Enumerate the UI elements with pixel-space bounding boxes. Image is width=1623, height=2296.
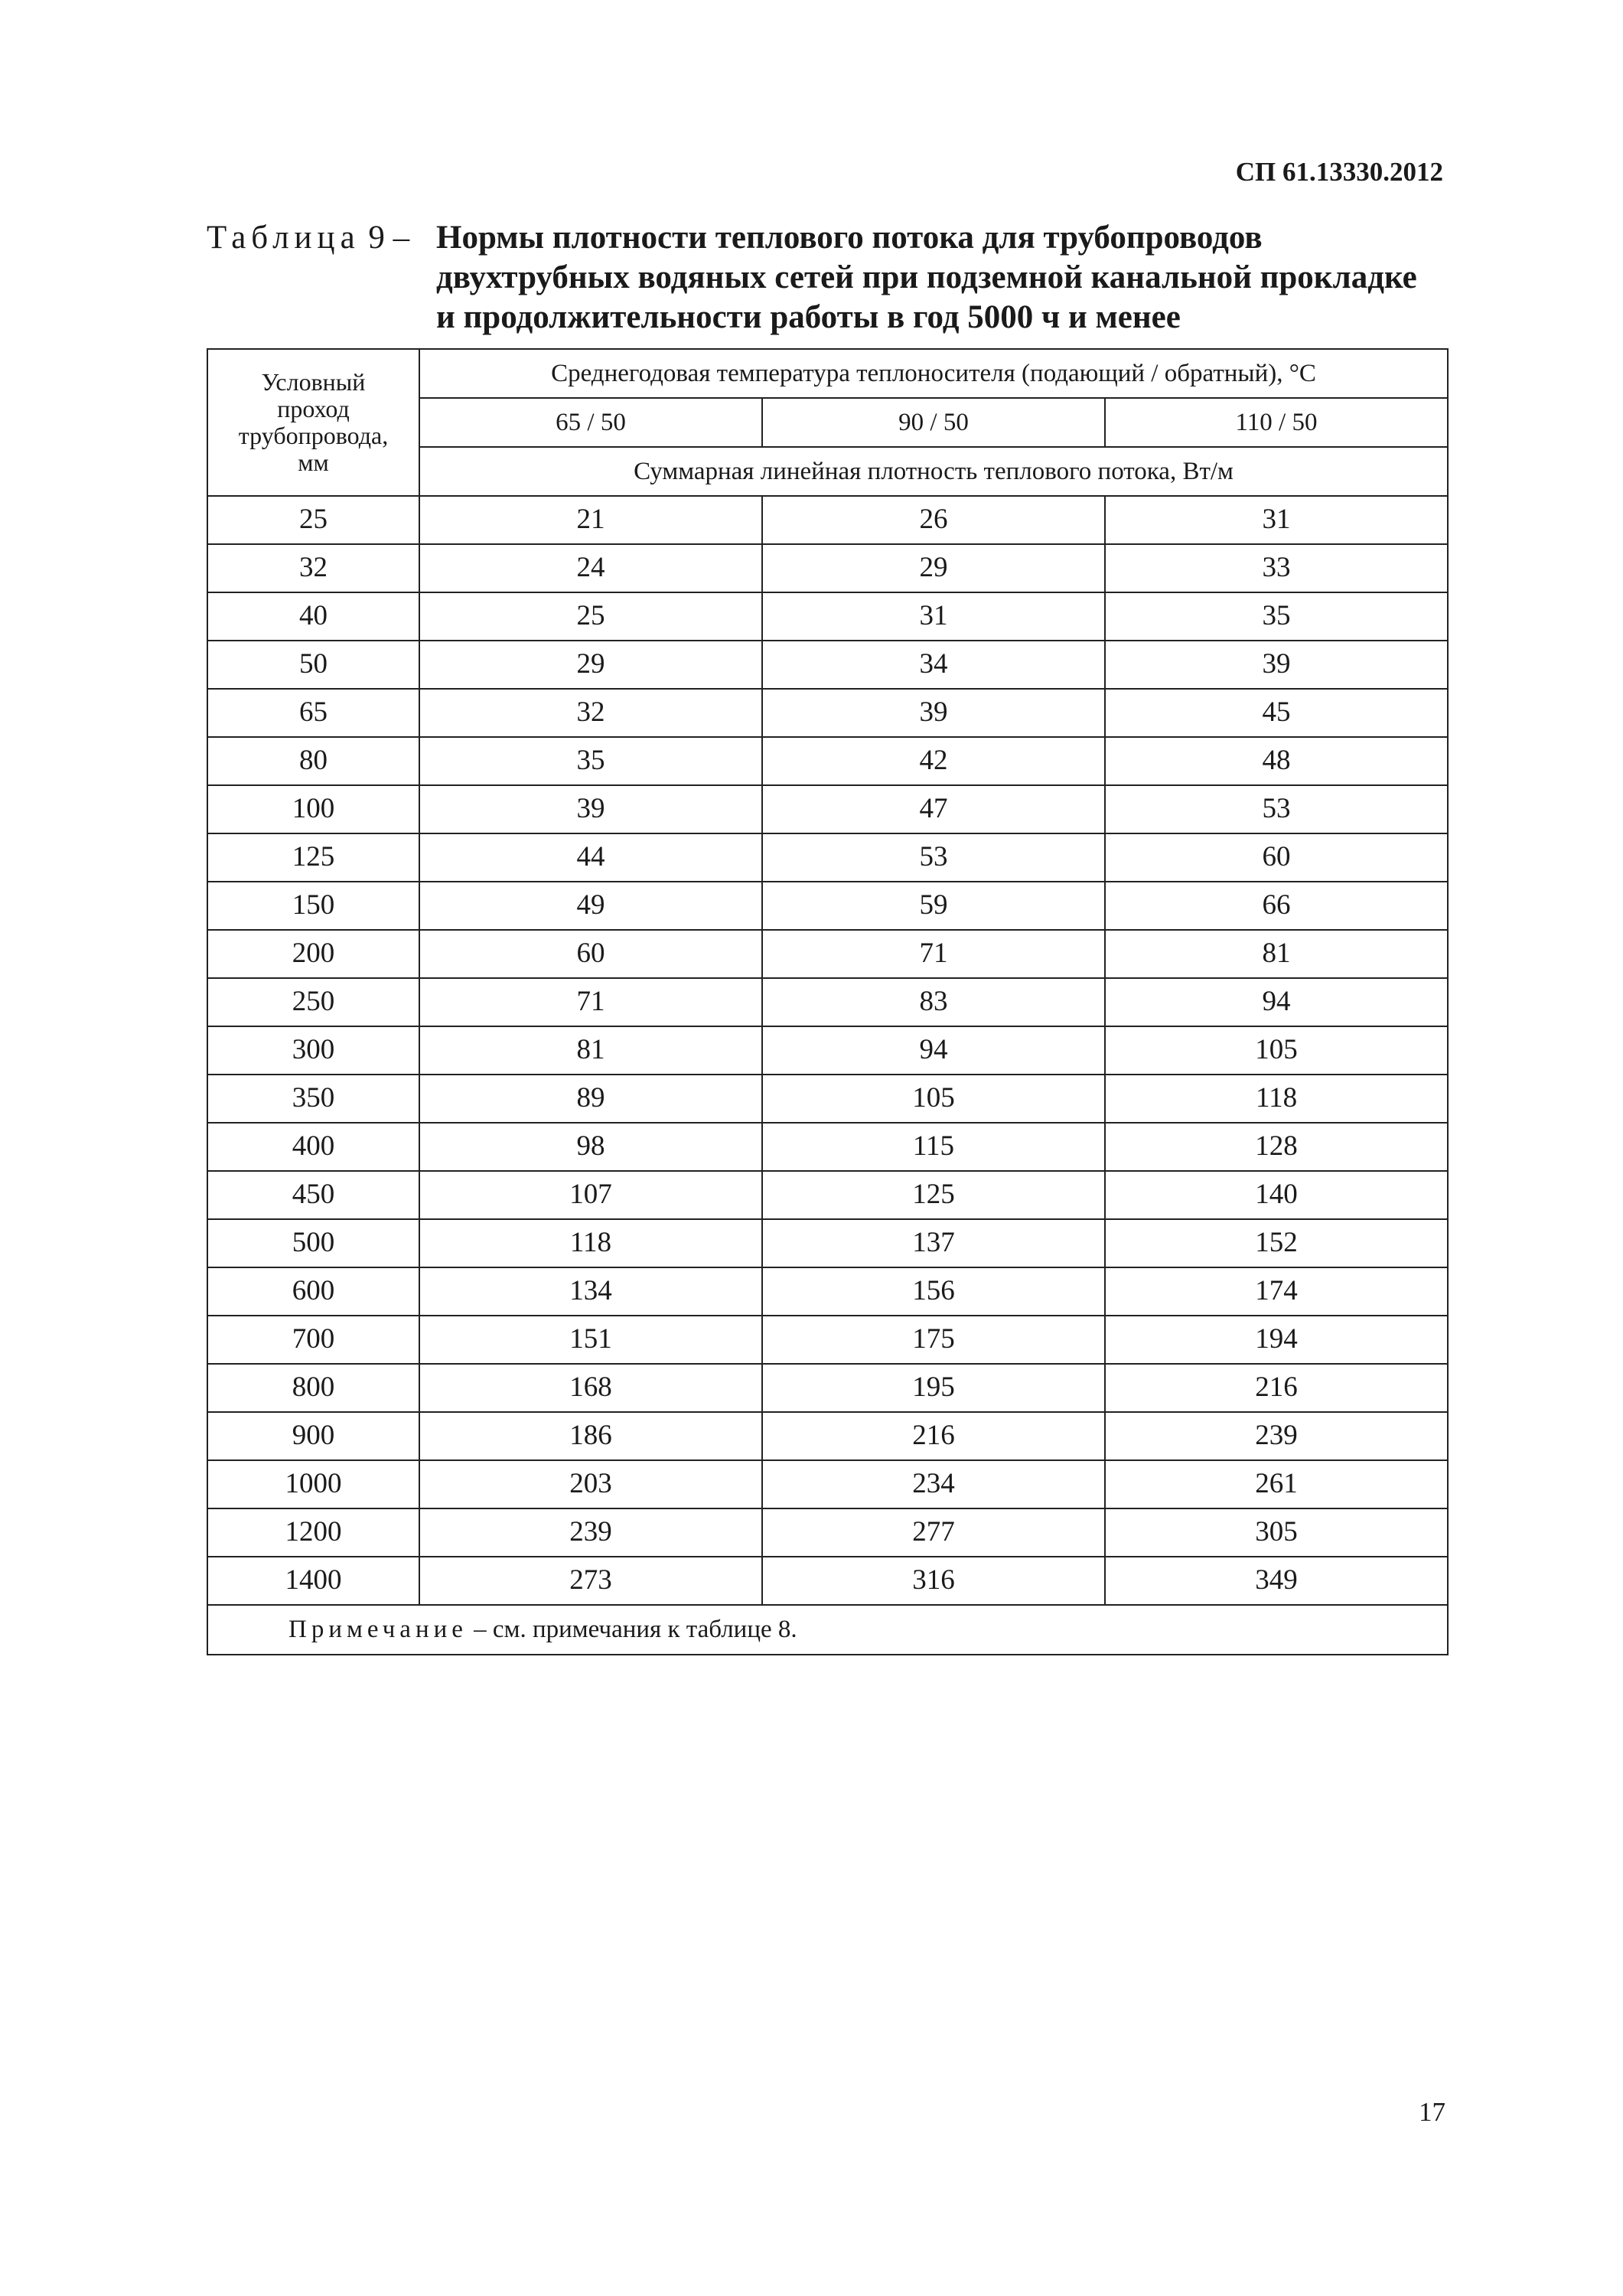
table-row xyxy=(207,1026,1448,1075)
heat-flux-cell: 47 xyxy=(762,785,1105,833)
header-temp-110-50: 110 / 50 xyxy=(1105,398,1448,447)
table-row xyxy=(207,1171,1448,1219)
heat-flux-cell: 277 xyxy=(762,1508,1105,1557)
heat-flux-cell: 152 xyxy=(1105,1219,1448,1267)
nominal-diameter-cell: 50 xyxy=(207,641,419,689)
heat-flux-cell: 60 xyxy=(419,930,762,978)
table-row xyxy=(207,978,1448,1026)
table-row xyxy=(207,1075,1448,1123)
heat-flux-cell: 89 xyxy=(419,1075,762,1123)
heat-flux-cell: 34 xyxy=(762,641,1105,689)
heat-flux-cell: 305 xyxy=(1105,1508,1448,1557)
heat-flux-cell: 59 xyxy=(762,882,1105,930)
heat-flux-cell: 24 xyxy=(419,544,762,592)
heat-flux-cell: 118 xyxy=(1105,1075,1448,1123)
table-caption xyxy=(207,218,1439,338)
nominal-diameter-cell: 300 xyxy=(207,1026,419,1075)
nominal-diameter-cell: 40 xyxy=(207,592,419,641)
table-row xyxy=(207,1508,1448,1557)
nominal-diameter-cell: 1200 xyxy=(207,1508,419,1557)
heat-flux-cell: 71 xyxy=(419,978,762,1026)
heat-flux-cell: 107 xyxy=(419,1171,762,1219)
heat-flux-cell: 39 xyxy=(1105,641,1448,689)
heat-flux-cell: 29 xyxy=(419,641,762,689)
heat-flux-cell: 195 xyxy=(762,1364,1105,1412)
heat-flux-cell: 125 xyxy=(762,1171,1105,1219)
nominal-diameter-cell: 100 xyxy=(207,785,419,833)
nominal-diameter-cell: 65 xyxy=(207,689,419,737)
heat-flux-cell: 151 xyxy=(419,1316,762,1364)
header-linear-density-unit: Суммарная линейная плотность теплового потока, Вт/м xyxy=(419,447,1448,496)
nominal-diameter-cell: 800 xyxy=(207,1364,419,1412)
nominal-diameter-cell: 32 xyxy=(207,544,419,592)
table-caption-label xyxy=(207,218,436,258)
table-row xyxy=(207,882,1448,930)
nominal-diameter-cell: 1400 xyxy=(207,1557,419,1605)
heat-flux-cell: 29 xyxy=(762,544,1105,592)
heat-flux-cell: 349 xyxy=(1105,1557,1448,1605)
heat-flux-cell: 105 xyxy=(1105,1026,1448,1075)
heat-flux-cell: 234 xyxy=(762,1460,1105,1508)
nominal-diameter-cell: 500 xyxy=(207,1219,419,1267)
heat-flux-cell: 39 xyxy=(762,689,1105,737)
heat-flux-norms-table xyxy=(207,348,1449,1655)
heat-flux-cell: 26 xyxy=(762,496,1105,544)
heat-flux-cell: 66 xyxy=(1105,882,1448,930)
nominal-diameter-cell: 600 xyxy=(207,1267,419,1316)
table-row xyxy=(207,689,1448,737)
heat-flux-cell: 81 xyxy=(1105,930,1448,978)
heat-flux-cell: 186 xyxy=(419,1412,762,1460)
table-caption-line: двухтрубных водяных сетей при подземной канальной прокладке xyxy=(436,259,1417,295)
nominal-diameter-cell: 200 xyxy=(207,930,419,978)
table-header-row xyxy=(207,349,1448,398)
heat-flux-cell: 21 xyxy=(419,496,762,544)
nominal-diameter-cell: 150 xyxy=(207,882,419,930)
heat-flux-cell: 128 xyxy=(1105,1123,1448,1171)
heat-flux-cell: 273 xyxy=(419,1557,762,1605)
heat-flux-cell: 134 xyxy=(419,1267,762,1316)
heat-flux-cell: 174 xyxy=(1105,1267,1448,1316)
heat-flux-cell: 98 xyxy=(419,1123,762,1171)
table-caption-prefix: Таблица xyxy=(207,220,360,256)
heat-flux-cell: 32 xyxy=(419,689,762,737)
table-caption-number: 9 – xyxy=(368,220,410,256)
table-caption-line: Нормы плотности теплового потока для трубопроводов xyxy=(436,220,1263,256)
table-row xyxy=(207,1316,1448,1364)
nominal-diameter-cell: 125 xyxy=(207,833,419,882)
heat-flux-cell: 83 xyxy=(762,978,1105,1026)
table-row xyxy=(207,1267,1448,1316)
table-row xyxy=(207,785,1448,833)
nominal-diameter-cell: 450 xyxy=(207,1171,419,1219)
header-temp-65-50: 65 / 50 xyxy=(419,398,762,447)
header-temp-90-50: 90 / 50 xyxy=(762,398,1105,447)
heat-flux-cell: 137 xyxy=(762,1219,1105,1267)
table-row xyxy=(207,1412,1448,1460)
heat-flux-cell: 118 xyxy=(419,1219,762,1267)
table-row xyxy=(207,737,1448,785)
nominal-diameter-cell: 350 xyxy=(207,1075,419,1123)
heat-flux-cell: 239 xyxy=(1105,1412,1448,1460)
table-row xyxy=(207,1460,1448,1508)
table-row xyxy=(207,1557,1448,1605)
nominal-diameter-cell: 900 xyxy=(207,1412,419,1460)
heat-flux-cell: 33 xyxy=(1105,544,1448,592)
heat-flux-cell: 71 xyxy=(762,930,1105,978)
heat-flux-cell: 53 xyxy=(1105,785,1448,833)
heat-flux-cell: 60 xyxy=(1105,833,1448,882)
table-row xyxy=(207,496,1448,544)
table-note-row xyxy=(207,1605,1448,1655)
heat-flux-cell: 42 xyxy=(762,737,1105,785)
nominal-diameter-cell: 700 xyxy=(207,1316,419,1364)
nominal-diameter-cell: 25 xyxy=(207,496,419,544)
table-note xyxy=(207,1605,1448,1655)
nominal-diameter-cell: 250 xyxy=(207,978,419,1026)
heat-flux-cell: 81 xyxy=(419,1026,762,1075)
heat-flux-cell: 156 xyxy=(762,1267,1105,1316)
nominal-diameter-cell: 1000 xyxy=(207,1460,419,1508)
heat-flux-cell: 115 xyxy=(762,1123,1105,1171)
heat-flux-cell: 216 xyxy=(762,1412,1105,1460)
heat-flux-cell: 35 xyxy=(1105,592,1448,641)
heat-flux-cell: 25 xyxy=(419,592,762,641)
heat-flux-cell: 94 xyxy=(1105,978,1448,1026)
heat-flux-cell: 105 xyxy=(762,1075,1105,1123)
heat-flux-cell: 45 xyxy=(1105,689,1448,737)
heat-flux-cell: 316 xyxy=(762,1557,1105,1605)
table-row xyxy=(207,833,1448,882)
table-caption-title xyxy=(436,218,1439,338)
heat-flux-cell: 39 xyxy=(419,785,762,833)
table-row xyxy=(207,1123,1448,1171)
table-row xyxy=(207,1364,1448,1412)
nominal-diameter-cell: 400 xyxy=(207,1123,419,1171)
heat-flux-cell: 261 xyxy=(1105,1460,1448,1508)
heat-flux-cell: 31 xyxy=(1105,496,1448,544)
heat-flux-cell: 94 xyxy=(762,1026,1105,1075)
table-row xyxy=(207,930,1448,978)
page-number: 17 xyxy=(1419,2097,1445,2127)
note-label: Примечание xyxy=(288,1616,468,1644)
heat-flux-cell: 53 xyxy=(762,833,1105,882)
note-text: – см. примечания к таблице 8. xyxy=(467,1616,797,1644)
heat-flux-cell: 48 xyxy=(1105,737,1448,785)
heat-flux-cell: 35 xyxy=(419,737,762,785)
header-nominal-diameter: Условный проход трубопровода, мм xyxy=(207,349,419,496)
table-row xyxy=(207,544,1448,592)
heat-flux-cell: 216 xyxy=(1105,1364,1448,1412)
table-row xyxy=(207,641,1448,689)
heat-flux-cell: 31 xyxy=(762,592,1105,641)
heat-flux-cell: 140 xyxy=(1105,1171,1448,1219)
heat-flux-cell: 203 xyxy=(419,1460,762,1508)
heat-flux-cell: 194 xyxy=(1105,1316,1448,1364)
heat-flux-cell: 49 xyxy=(419,882,762,930)
heat-flux-cell: 168 xyxy=(419,1364,762,1412)
table-body xyxy=(207,496,1448,1605)
heat-flux-cell: 175 xyxy=(762,1316,1105,1364)
heat-flux-cell: 44 xyxy=(419,833,762,882)
table-row xyxy=(207,1219,1448,1267)
nominal-diameter-cell: 80 xyxy=(207,737,419,785)
document-code: СП 61.13330.2012 xyxy=(1235,157,1443,187)
table-caption-line: и продолжительности работы в год 5000 ч и менее xyxy=(436,299,1181,335)
table-row xyxy=(207,592,1448,641)
heat-flux-cell: 239 xyxy=(419,1508,762,1557)
header-mean-temperature: Среднегодовая температура теплоносителя (подающий / обратный), °C xyxy=(419,349,1448,398)
